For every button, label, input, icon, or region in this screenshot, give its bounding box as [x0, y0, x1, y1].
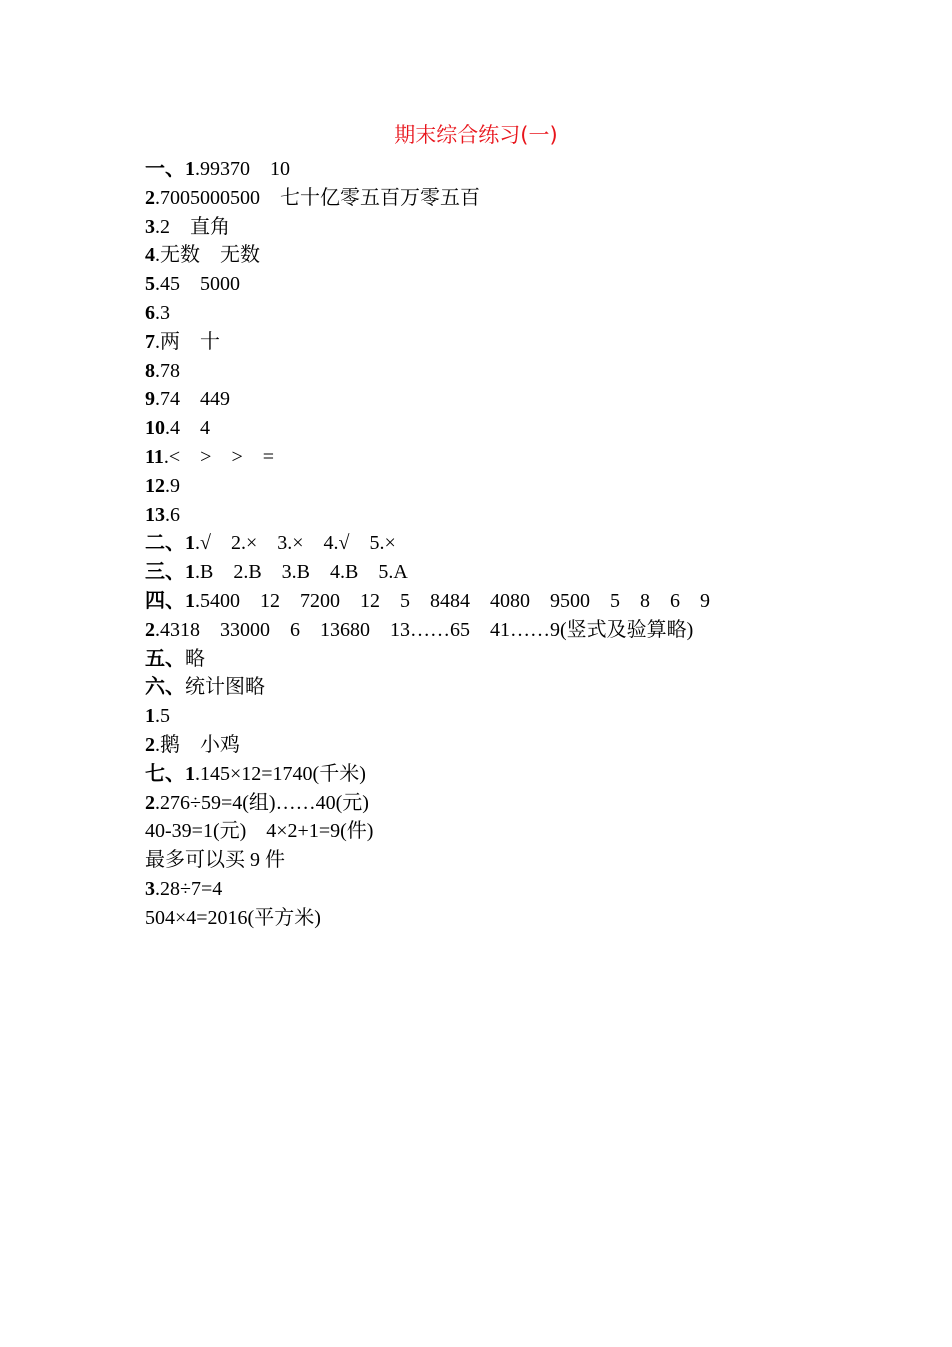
answer-lead: 9 [145, 388, 155, 411]
answer-lead: 七、1 [145, 762, 195, 785]
answer-text: 统计图略 [185, 676, 265, 699]
answer-line [145, 213, 905, 242]
answer-text: .< > > = [163, 445, 275, 468]
answer-line [145, 299, 905, 328]
answer-line [145, 472, 905, 501]
answer-text: .78 [155, 359, 180, 382]
answer-lead: 10 [145, 417, 165, 440]
answer-text: .两 十 [155, 330, 220, 353]
answer-line [145, 760, 905, 789]
answer-line [145, 184, 905, 213]
answer-line [145, 904, 905, 933]
answer-lead: 13 [145, 503, 165, 526]
answer-lead: 3 [145, 215, 155, 238]
answer-line [145, 731, 905, 760]
answer-text: .鹅 小鸡 [155, 733, 240, 756]
answer-lead: 2 [145, 791, 155, 814]
answer-text: .无数 无数 [155, 244, 260, 267]
answer-text: .4 4 [165, 417, 210, 440]
answer-line [145, 241, 905, 270]
answer-line [145, 328, 905, 357]
answer-lead: 一、1 [145, 158, 195, 180]
answer-lead: 六、 [145, 676, 185, 699]
answer-text: .145×12=1740(千米) [195, 762, 366, 785]
answer-line [145, 558, 905, 587]
answer-line [145, 645, 905, 674]
answer-line [145, 501, 905, 530]
answer-lead: 2 [145, 618, 155, 641]
answer-line [145, 789, 905, 818]
answer-text: .6 [165, 503, 180, 526]
answer-line [145, 817, 905, 846]
answer-lead: 7 [145, 330, 155, 353]
answer-text: .45 5000 [155, 273, 240, 296]
answer-text: 40-39=1(元) 4×2+1=9(件) [145, 820, 374, 843]
answer-text: .B 2.B 3.B 4.B 5.A [195, 561, 408, 584]
answer-lead: 四、1 [145, 589, 195, 612]
answer-text: .9 [165, 474, 180, 497]
answer-line [145, 414, 905, 443]
answer-lead: 11 [145, 445, 164, 468]
answer-lead: 三、1 [145, 561, 195, 584]
answer-lead: 12 [145, 474, 165, 497]
answer-line [145, 357, 905, 386]
answer-line [145, 443, 905, 472]
answer-text: .28÷7=4 [155, 877, 223, 900]
answer-lead: 8 [145, 359, 155, 382]
answer-line [145, 846, 905, 875]
answer-text: .99370 10 [195, 158, 290, 180]
answer-line [145, 673, 905, 702]
answer-line [145, 875, 905, 904]
answer-line [145, 270, 905, 299]
answer-lead: 5 [145, 273, 155, 296]
page-title: 期末综合练习(一) [394, 123, 558, 147]
answer-text: .5400 12 7200 12 5 8484 4080 9500 5 8 6 9 [195, 589, 710, 612]
answer-text: .4318 33000 6 13680 13……65 41……9(竖式及验算略) [155, 618, 694, 641]
answer-line [145, 616, 905, 645]
answer-text: .74 449 [155, 388, 230, 411]
answer-text: .5 [155, 705, 170, 728]
answer-lead: 2 [145, 733, 155, 756]
answer-line [145, 702, 905, 731]
answer-list [145, 155, 905, 933]
answer-line [145, 385, 905, 414]
answer-text: 504×4=2016(平方米) [145, 906, 321, 929]
answer-text: .√ 2.× 3.× 4.√ 5.× [195, 532, 396, 555]
answer-line [145, 529, 905, 558]
answer-line [145, 587, 905, 616]
answer-lead: 五、 [145, 647, 185, 670]
answer-lead: 4 [145, 244, 155, 267]
answer-lead: 2 [145, 186, 155, 209]
answer-text: .2 直角 [155, 215, 230, 238]
answer-text: 略 [185, 647, 205, 670]
answer-lead: 6 [145, 301, 155, 324]
answer-lead: 1 [145, 705, 155, 728]
answer-text: .3 [155, 301, 170, 324]
answer-lead: 3 [145, 877, 155, 900]
answer-line [145, 155, 905, 184]
answer-text: 最多可以买 9 件 [145, 849, 285, 872]
answer-text: .7005000500 七十亿零五百万零五百 [155, 186, 480, 209]
answer-text: .276÷59=4(组)……40(元) [155, 791, 369, 814]
answer-lead: 二、1 [145, 532, 195, 555]
